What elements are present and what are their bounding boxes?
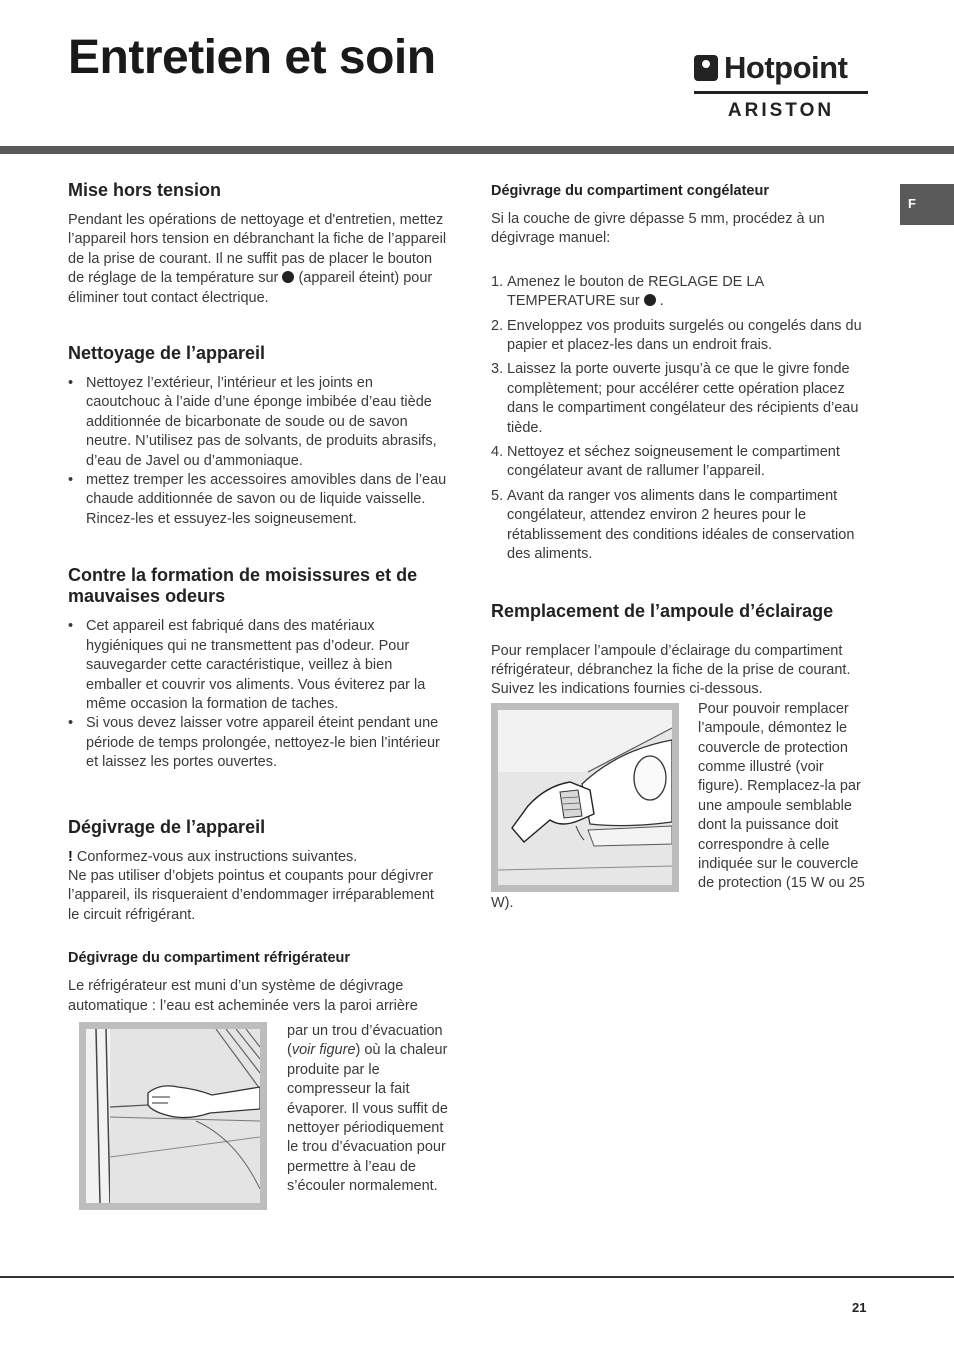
section-title-lamp: Remplacement de l’ampoule d’éclairage <box>491 600 834 621</box>
footer-rule <box>0 1276 954 1278</box>
step-number: 1. <box>491 273 504 290</box>
drain-hole-illustration <box>86 1029 260 1203</box>
step-text: Enveloppez vos produits surgelés ou congelés dans du papier et placez-les dans un endroit frais. <box>507 317 862 354</box>
list-item: • mettez tremper les accessoires amovibles dans de l’eau chaude additionnée de savon ou de liquide vaisselle. Rincez-les et essuyez-les soigneusement. <box>68 471 448 529</box>
logo-sub: ARISTON <box>727 100 835 121</box>
list-item: • Cet appareil est fabriqué dans des matériaux hygiéniques qui ne transmettent pas d’odeur. Pour sauvegarder cette caractéristique, veillez à bien emballer et couvrir vos aliments. Vous éviterez par la même occasion la formation de taches. <box>68 617 448 714</box>
fridge-defrost-text-b: par un trou d’évacuation ( <box>287 1022 443 1059</box>
lamp-intro: Pour remplacer l’ampoule d’éclairage du compartiment réfrigérateur, débranchez la fiche de la prise de courant. Suivez les indications fournies ci-dessous. <box>491 642 851 698</box>
off-position-icon <box>644 294 656 306</box>
mold-list <box>68 617 448 772</box>
drain-hole-figure <box>79 1022 267 1210</box>
section-title-mold: Contre la formation de moisissures et de mauvaises odeurs <box>68 565 418 607</box>
step-item <box>491 487 871 565</box>
fridge-defrost-block <box>68 977 448 1210</box>
freezer-defrost-steps <box>491 273 871 565</box>
lamp-cover-illustration <box>498 710 672 885</box>
step-text: Avant da ranger vos aliments dans le compartiment congélateur, attendez environ 2 heures pour le rétablissement des conditions idéales de conservation des aliments. <box>507 487 855 563</box>
list-item: • Nettoyez l’extérieur, l’intérieur et les joints en caoutchouc à l’aide d’une éponge imbibée d’eau tiède additionnée de bicarbonate de soude ou de savon neutre. N’utilisez pas de solvants, de produits abrasifs, d’eau de Javel ou d’ammoniaque. <box>68 374 448 471</box>
power-off-text-a: Pendant les opérations de nettoyage et d'entretien, mettez l’appareil hors tension en débranchant la fiche de l’appareil de la prise de courant. Il ne suffit pas de placer le bouton de réglage de la température sur <box>68 212 447 287</box>
section-title-cleaning: Nettoyage de l’appareil <box>68 343 266 364</box>
step-item <box>491 273 871 312</box>
fridge-defrost-intro: Le réfrigérateur est muni d’un système de dégivrage automatique : l’eau est acheminée vers la paroi arrière <box>68 978 418 1014</box>
defrost-warning <box>68 848 448 867</box>
step-number: 5. <box>491 487 504 504</box>
right-column <box>491 180 871 913</box>
brand-logo <box>694 50 868 124</box>
section-title-defrost: Dégivrage de l’appareil <box>68 816 266 837</box>
warning-text: Conformez-vous aux instructions suivantes. <box>76 848 358 865</box>
page-title: Entretien et soin <box>68 31 436 84</box>
step-text-end: . <box>659 293 664 310</box>
step-item <box>491 317 871 356</box>
freezer-defrost-intro: Si la couche de givre dépasse 5 mm, procédez à un dégivrage manuel: <box>491 211 825 247</box>
step-number: 4. <box>491 444 504 461</box>
step-number: 2. <box>491 317 504 334</box>
section-title-fridge-defrost: Dégivrage du compartiment réfrigérateur <box>68 950 351 967</box>
left-column <box>68 180 448 1210</box>
lamp-cover-figure <box>491 703 679 892</box>
step-number: 3. <box>491 361 504 378</box>
fridge-defrost-text-c: ) où la chaleur produite par le compresseur la fait évaporer. Il vous suffit de nettoyer périodiquement le trou d’évacuation pour permettre à l’eau de s’écouler normalement. <box>287 1042 448 1195</box>
list-item: • Si vous devez laisser votre appareil éteint pendant une période de temps prolongée, nettoyez-le bien l’intérieur et laissez les portes ouvertes. <box>68 714 448 772</box>
warning-icon: ! <box>68 848 73 865</box>
off-position-icon <box>282 271 294 283</box>
section-title-freezer-defrost: Dégivrage du compartiment congélateur <box>491 183 769 199</box>
section-text-power-off <box>68 211 448 308</box>
power-off-text-b: (appareil éteint) pour éliminer tout contact électrique. <box>68 270 433 306</box>
step-text: Nettoyez et séchez soigneusement le compartiment congélateur avant de rallumer l’appareil. <box>507 444 840 480</box>
page-number: 21 <box>852 1300 867 1315</box>
section-title-power-off: Mise hors tension <box>68 180 222 200</box>
see-figure-ref: voir figure <box>291 1042 356 1059</box>
step-text: Laissez la porte ouverte jusqu’à ce que le givre fonde complètement; pour accélérer cette opération placez dans le compartiment congélateur des récipients d’eau tiède. <box>507 361 859 436</box>
logo-divider <box>694 91 868 94</box>
step-item <box>491 360 871 438</box>
step-item <box>491 443 871 482</box>
step-text: Amenez le bouton de REGLAGE DE LA TEMPERATURE sur <box>507 273 764 310</box>
logo-brand: Hotpoint <box>724 50 848 85</box>
cleaning-list <box>68 374 448 529</box>
hotpoint-logo-icon <box>694 55 718 81</box>
defrost-text: Ne pas utiliser d’objets pointus et coupants pour dégivrer l’appareil, ils risqueraient d’endommager irréparablement le circuit réfrigérant. <box>68 867 434 923</box>
lamp-text: Pour pouvoir remplacer l’ampoule, démontez le couvercle de protection comme illustré (voir figure). Remplacez-la par une ampoule semblable dont la puissance doit correspondre à celle indiquée sur le couvercle de protection (15 W ou 25 W). <box>491 700 865 911</box>
header-bar <box>0 146 954 154</box>
lamp-block <box>491 642 871 914</box>
language-tab: F <box>900 184 954 225</box>
